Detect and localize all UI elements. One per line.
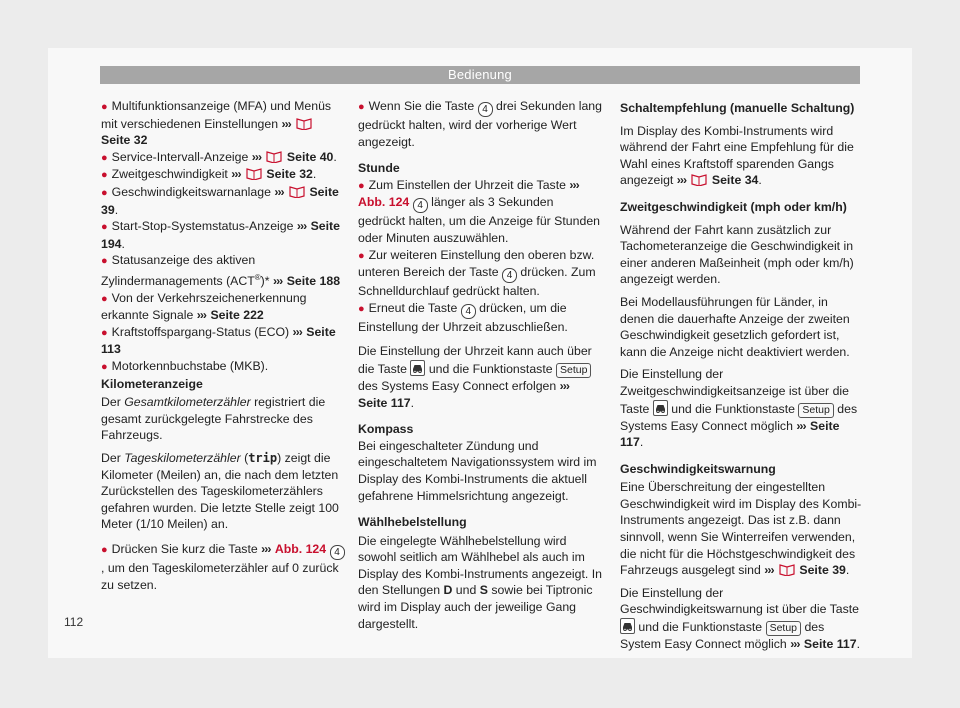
paragraph: Eine Überschreitung der eingestellten Geschwindigkeit wird im Display des Kombi-Instruments angezeigt. Das ist z.B. dann sinnvoll, wenn Sie Winterreifen verwenden, die nicht für die Höchstgeschwindigkeit des Fahrzeugs ausgelegt sind ››› Seite 39. [620,480,862,578]
list-item: ● Erneut die Taste 4 drücken, um die Einstellung der Uhrzeit abzuschließen. [358,300,568,334]
page-link[interactable]: Seite 113 [101,324,336,357]
page-link[interactable]: Seite 32 [101,133,148,148]
bullet-icon: ● [101,543,108,556]
car-button-icon [410,360,425,376]
bullet-icon: ● [101,101,108,113]
list-item: ● Service-Intervall-Anzeige ››› Seite 40. [101,149,337,164]
reference-arrow-icon: ››› [764,563,774,578]
figure-link[interactable]: Abb. 124 [358,195,410,210]
reference-arrow-icon: ››› [272,274,283,289]
reference-arrow-icon: ››› [676,173,687,188]
column-2 [358,98,602,632]
page-link[interactable]: Seite 40 [286,149,334,164]
page-link[interactable]: Seite 117 [620,418,840,450]
setup-key: Setup [556,363,591,378]
heading-zweitgeschwindigkeit: Zweitgeschwindigkeit (mph oder km/h) [620,199,847,214]
callout-number: 4 [478,102,493,117]
paragraph: Der Tageskilometerzähler (trip) zeigt die Kilometer (Meilen) an, die nach dem letzten Zurückstellen des Tageskilometerzählers gefahren wurden. Die letzte Stelle zeigt 100 Meter (1/10 Meilen) an. [101,450,339,532]
paragraph: Während der Fahrt kann zusätzlich zur Tachometeranzeige die Geschwindigkeit in einer anderen Maßeinheit (mph oder km/h) angezeigt werden. [620,222,854,287]
page-link[interactable]: Seite 194 [101,219,340,251]
book-icon [245,167,263,180]
callout-number: 4 [502,268,517,283]
list-item: ● Motorkennbuchstabe (MKB). [101,359,269,373]
bullet-icon: ● [358,302,365,315]
reference-arrow-icon: ››› [251,149,262,164]
bullet-icon: ● [101,255,108,268]
reference-arrow-icon: ››› [790,637,800,652]
column-3 [620,98,864,653]
reference-arrow-icon: ››› [231,167,241,182]
list-item: ● Zur weiteren Einstellung den oberen bzw. unteren Bereich der Taste 4 drücken. Zum Schnelldurchlauf gedrückt halten. [358,247,596,299]
bullet-icon: ● [101,326,108,339]
list-item: ● Kraftstoffspargang-Status (ECO) ››› Seite 113 [101,324,336,357]
page-link[interactable]: Seite 222 [210,308,264,323]
page-number: 112 [64,615,84,629]
book-icon [690,173,708,186]
heading-geschwindigkeitswarnung: Geschwindigkeitswarnung [620,461,776,476]
list-item: ● Multifunktionsanzeige (MFA) und Menüs mit verschiedenen Einstellungen ››› Seite 32 [101,99,332,148]
car-button-icon [620,618,635,634]
paragraph: Bei eingeschalteter Zündung und eingeschaltetem Navigationssystem wird im Display des Kombi-Instruments die aktuell gefahrene Himmelsrichtung angezeigt. [358,438,597,503]
reference-arrow-icon: ››› [569,177,579,192]
list-item: ● Von der Verkehrszeichenerkennung erkannte Signale ››› Seite 222 [101,290,307,323]
reference-arrow-icon: ››› [559,378,569,393]
bullet-icon: ● [358,179,365,192]
reference-arrow-icon: ››› [796,418,806,433]
reference-arrow-icon: ››› [274,184,284,199]
heading-kompass: Kompass [358,422,414,437]
heading-kilometeranzeige: Kilometeranzeige [101,376,203,391]
reference-arrow-icon: ››› [281,116,291,131]
reference-arrow-icon: ››› [296,219,307,234]
page-link[interactable]: Seite 117 [803,637,857,652]
list-item: ● Wenn Sie die Taste 4 drei Sekunden lang gedrückt halten, wird der vorherige Wert angezeigt. [358,99,602,149]
reference-arrow-icon: ››› [292,324,302,339]
book-icon [265,150,283,163]
heading-schaltempfehlung: Schaltempfehlung (manuelle Schaltung) [620,101,855,115]
paragraph: Im Display des Kombi-Instruments wird während der Fahrt eine Empfehlung für die Wahl eines Kraftstoff sparenden Gangs angezeigt ››› Seite 34. [620,123,854,188]
page-link[interactable]: Seite 117 [358,395,411,410]
bullet-icon: ● [101,221,108,234]
list-item: ● Statusanzeige des aktiven Zylindermanagements (ACT®)* ››› Seite 188 [101,253,341,289]
bullet-icon: ● [101,169,108,182]
paragraph: Der Gesamtkilometerzähler registriert die gesamt zurückgelegte Fahrstrecke des Fahrzeugs. [101,395,326,443]
callout-number: 4 [461,304,476,319]
setup-key: Setup [766,621,801,636]
heading-stunde: Stunde [358,161,400,176]
reference-arrow-icon: ››› [261,541,271,556]
car-button-icon [653,400,668,416]
heading-waehlhebelstellung: Wählhebelstellung [358,515,467,530]
section-header: Bedienung [100,66,860,84]
page-link[interactable]: Seite 32 [266,167,313,182]
bullet-icon: ● [358,249,365,262]
book-icon [778,563,796,576]
bullet-icon: ● [101,361,108,373]
list-item: ● Start-Stop-Systemstatus-Anzeige ››› Seite 194. [101,219,340,251]
bullet-icon: ● [101,186,108,199]
callout-number: 4 [330,545,345,560]
book-icon [295,117,313,130]
paragraph: Die Einstellung der Uhrzeit kann auch über die Taste und die Funktionstaste Setup des Systems Easy Connect erfolgen ››› Seite 117. [358,344,592,410]
list-item: ● Zweitgeschwindigkeit ››› Seite 32. [101,167,317,182]
setup-key: Setup [798,403,833,418]
page-link[interactable]: Seite 188 [286,274,341,289]
bullet-icon: ● [358,101,365,113]
paragraph: Bei Modellausführungen für Länder, in denen die dauerhafte Anzeige der zweiten Geschwindigkeit gesetzlich gefordert ist, kann die Anzeige nicht deaktiviert werden. [620,294,850,359]
paragraph: Die eingelegte Wählhebelstellung wird sowohl seitlich am Wählhebel als auch im Display des Kombi-Instruments angezeigt. In den Stellungen D und S sowie bei Tiptronic wird im Display auch der jeweilige Gang dargestellt. [358,533,603,631]
list-item: ● Geschwindigkeitswarnanlage ››› Seite 39. [101,184,339,217]
list-item: ● Drücken Sie kurz die Taste ››› Abb. 124 4, um den Tageskilometerzähler auf 0 zurück zu setzen. [101,541,345,593]
bullet-icon: ● [101,151,108,164]
page-link[interactable]: Seite 39 [101,184,339,217]
column-1 [101,98,345,593]
book-icon [288,185,306,198]
reference-arrow-icon: ››› [196,308,207,323]
callout-number: 4 [413,198,428,213]
paragraph: Die Einstellung der Zweitgeschwindigkeitsanzeige ist über die Taste und die Funktionstaste Setup des Systems Easy Connect möglich ››› Seite 117. [620,367,858,450]
figure-link[interactable]: Abb. 124 [274,541,327,556]
list-item: ● Zum Einstellen der Uhrzeit die Taste ››› Abb. 124 4 länger als 3 Sekunden gedrückt halten, um die Anzeige für Stunden oder Minuten auszuwählen. [358,177,600,245]
page-link[interactable]: Seite 39 [799,563,846,578]
page-link[interactable]: Seite 34 [711,173,759,188]
paragraph: Die Einstellung der Geschwindigkeitswarnung ist über die Taste und die Funktionstaste Setup des System Easy Connect möglich ››› Seite 117. [620,585,860,652]
bullet-icon: ● [101,292,108,305]
